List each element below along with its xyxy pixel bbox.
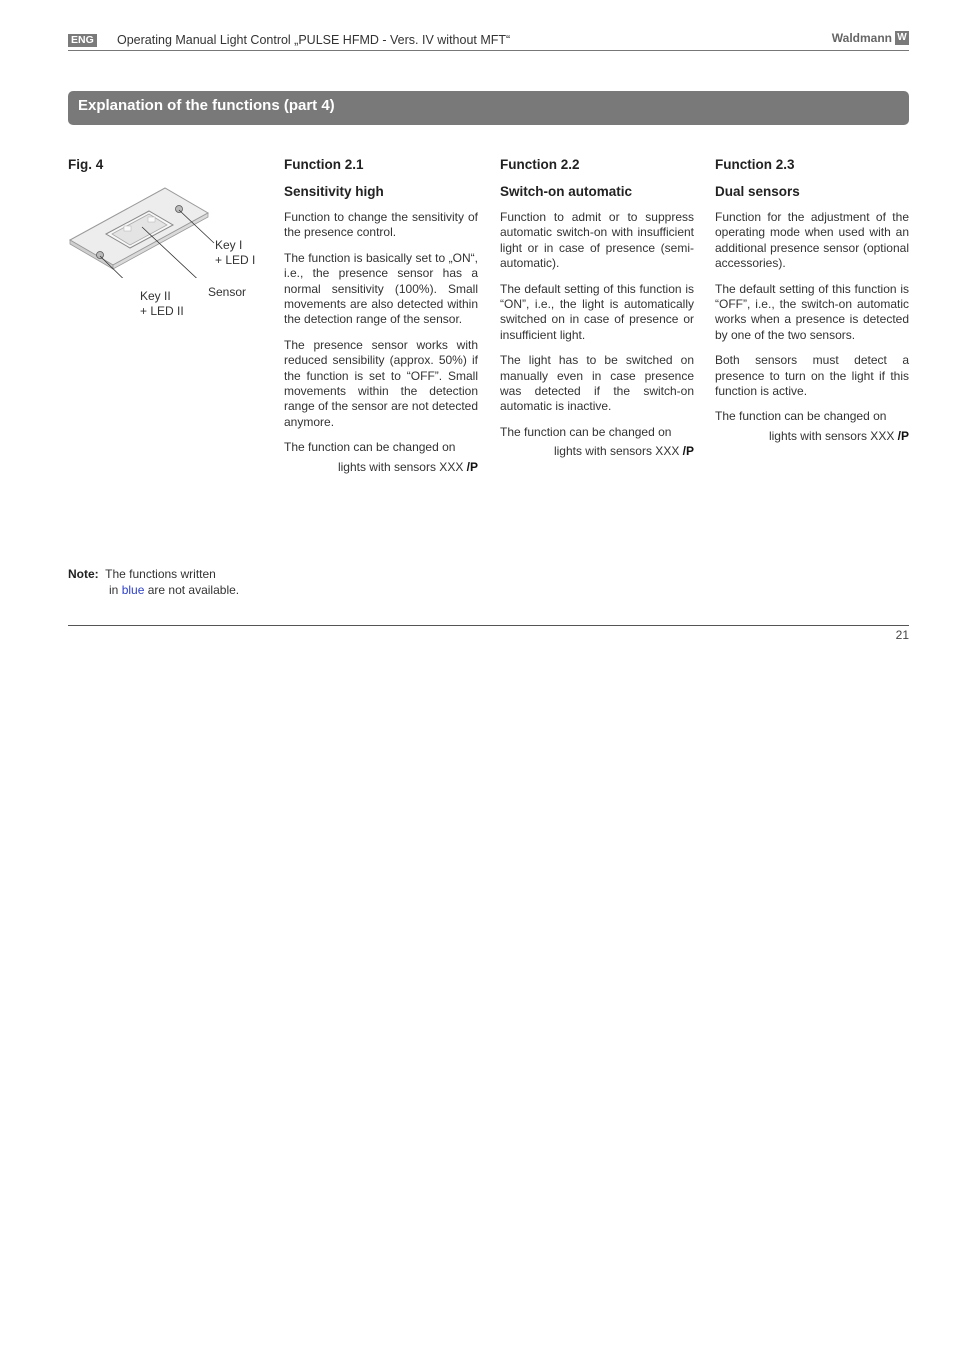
function-name: Switch-on automatic <box>500 184 633 199</box>
key1-line2: + LED I <box>215 253 256 267</box>
language-badge: ENG <box>68 34 97 47</box>
changed-on-text: The function can be changed on <box>715 409 887 424</box>
function-paragraph: The default setting of this function is “ON”, i.e., the light is automatically switched on in case of presence or insufficient light. <box>500 281 694 342</box>
function-name: Dual sensors <box>715 184 800 199</box>
availability-lights: lights with sensors XXX <box>553 444 683 459</box>
note-in: in <box>109 582 119 597</box>
function-paragraph: The function is basically set to „ON“, i.e., the presence sensor has a normal sensitivity (100%). Small movements are also detected within the detection range of the sensor. <box>284 250 478 327</box>
note-line-2 <box>68 583 239 599</box>
function-paragraph: Function to change the sensitivity of the presence control. <box>284 210 478 240</box>
function-paragraph: Function to admit or to suppress automatic switch-on with insufficient light or in case of presence (semi-automatic). <box>500 210 694 271</box>
key2-line1: Key II <box>140 289 171 303</box>
key1-line1: Key I <box>215 238 243 252</box>
note-text-1: The functions written <box>105 567 216 581</box>
function-number: Function 2.2 <box>500 157 580 172</box>
note-blue-word: blue <box>121 582 145 597</box>
function-paragraph: The light has to be switched on manually even in case presence was detected if the switch-on automatic is inactive. <box>500 353 694 414</box>
brand-logo-icon: W <box>895 31 909 45</box>
availability-suffix: /P <box>466 459 478 474</box>
function-2-2-column <box>500 157 694 460</box>
note-line-1 <box>68 567 239 583</box>
key2-line2: + LED II <box>140 304 184 318</box>
note-label: Note: <box>68 567 99 581</box>
note-text-2: are not available. <box>147 582 240 597</box>
function-paragraph: The default setting of this function is “OFF”, i.e., the switch-on automatic works when a presence is detected by one of the two sensors. <box>715 281 909 342</box>
function-2-3-column <box>715 157 909 444</box>
availability-suffix: /P <box>682 444 694 459</box>
availability-lights: lights with sensors XXX <box>768 428 898 443</box>
brand <box>832 31 909 45</box>
sensor-label: Sensor <box>208 285 247 299</box>
section-title-bar <box>68 91 909 125</box>
page-number: 21 <box>895 628 909 642</box>
function-2-1-column <box>284 157 478 475</box>
availability-text <box>284 460 478 475</box>
key2-label <box>140 289 184 319</box>
section-title: Explanation of the functions (part 4) <box>78 97 335 114</box>
page-header <box>68 31 909 51</box>
function-paragraph: Both sensors must detect a presence to turn on the light if this function is active. <box>715 353 909 399</box>
changed-on-text: The function can be changed on <box>500 424 672 439</box>
function-paragraph: Function for the adjustment of the operating mode when used with an additional presence sensor (optional accessories). <box>715 210 909 271</box>
footer-divider <box>68 625 909 626</box>
function-name: Sensitivity high <box>284 184 384 199</box>
key1-label <box>215 238 255 268</box>
availability-lights: lights with sensors XXX <box>337 459 467 474</box>
brand-name: Waldmann <box>831 31 892 45</box>
function-number: Function 2.1 <box>284 157 364 172</box>
availability-text <box>715 429 909 444</box>
changed-on-text: The function can be changed on <box>284 440 456 455</box>
availability-text <box>500 444 694 459</box>
sensor-panel-illustration <box>66 183 216 278</box>
function-number: Function 2.3 <box>715 157 795 172</box>
figure-label: Fig. 4 <box>68 157 104 172</box>
note <box>68 567 239 598</box>
availability-suffix: /P <box>897 428 909 443</box>
function-paragraph: The presence sensor works with reduced sensibility (approx. 50%) if the function is set to “OFF”. Small movements within the detection range of the sensor are not detected anymore. <box>284 337 478 429</box>
document-title: Operating Manual Light Control „PULSE HFMD - Vers. IV without MFT“ <box>117 33 511 47</box>
